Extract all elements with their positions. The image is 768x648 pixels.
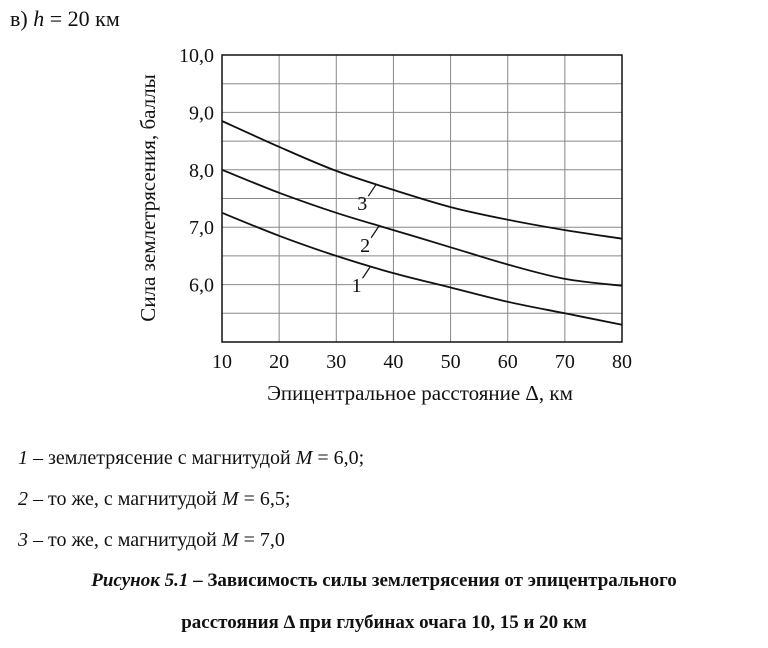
legend-magnitude-var: M	[295, 447, 313, 469]
y-tick-label: 9,0	[189, 102, 214, 125]
legend-number: 1	[18, 447, 28, 469]
legend-text: – землетрясение с магнитудой	[28, 447, 296, 469]
curve-label-leader	[368, 184, 376, 196]
y-axis-title: Сила землетрясения, баллы	[136, 74, 160, 322]
legend-number: 2	[18, 488, 28, 510]
y-tick-label: 10,0	[179, 45, 214, 67]
legend-text: – то же, с магнитудой	[28, 488, 222, 510]
series-line-3	[222, 121, 622, 239]
legend-magnitude-value: = 7,0	[238, 529, 285, 551]
x-tick-label: 60	[497, 351, 518, 373]
curve-label-3: 3	[357, 193, 368, 216]
figure-caption-prefix: Рисунок 5.1	[91, 570, 189, 591]
curve-label-leader	[363, 266, 371, 278]
legend-magnitude-var: M	[221, 488, 239, 510]
legend-magnitude-var: M	[221, 529, 239, 551]
legend-item-3	[18, 529, 285, 552]
curve-label-2: 2	[360, 234, 371, 257]
panel-prefix: в)	[10, 6, 28, 31]
depth-value: = 20 км	[44, 6, 120, 31]
figure-caption-text: – Зависимость силы землетрясения от эпицентрального	[188, 570, 677, 591]
x-tick-label: 70	[554, 351, 575, 373]
x-tick-label: 30	[326, 351, 347, 373]
legend-item-2	[18, 488, 290, 511]
legend-magnitude-value: = 6,0;	[312, 447, 365, 469]
x-axis-title: Эпицентральное расстояние Δ, км	[267, 381, 573, 405]
series-line-2	[222, 170, 622, 286]
y-tick-label: 7,0	[189, 217, 214, 240]
legend-magnitude-value: = 6,5;	[238, 488, 291, 510]
figure-caption-line-1	[0, 570, 768, 592]
x-tick-label: 40	[383, 351, 404, 373]
curve-labels	[352, 184, 380, 297]
x-tick-label: 80	[612, 351, 632, 373]
legend-number: 3	[18, 529, 28, 551]
depth-variable: h	[33, 6, 45, 31]
curve-label-1: 1	[351, 275, 362, 298]
legend-text: – то же, с магнитудой	[28, 529, 222, 551]
y-tick-label: 6,0	[189, 274, 214, 297]
chart-curves	[222, 121, 622, 325]
y-tick-label: 8,0	[189, 159, 214, 182]
x-tick-label: 10	[212, 351, 232, 373]
figure-caption-line-2: расстояния Δ при глубинах очага 10, 15 и 20 км	[181, 612, 587, 633]
x-tick-label: 50	[440, 351, 461, 373]
legend-item-1	[18, 447, 364, 470]
x-tick-label: 20	[269, 351, 290, 373]
chart-ticks	[179, 45, 632, 373]
